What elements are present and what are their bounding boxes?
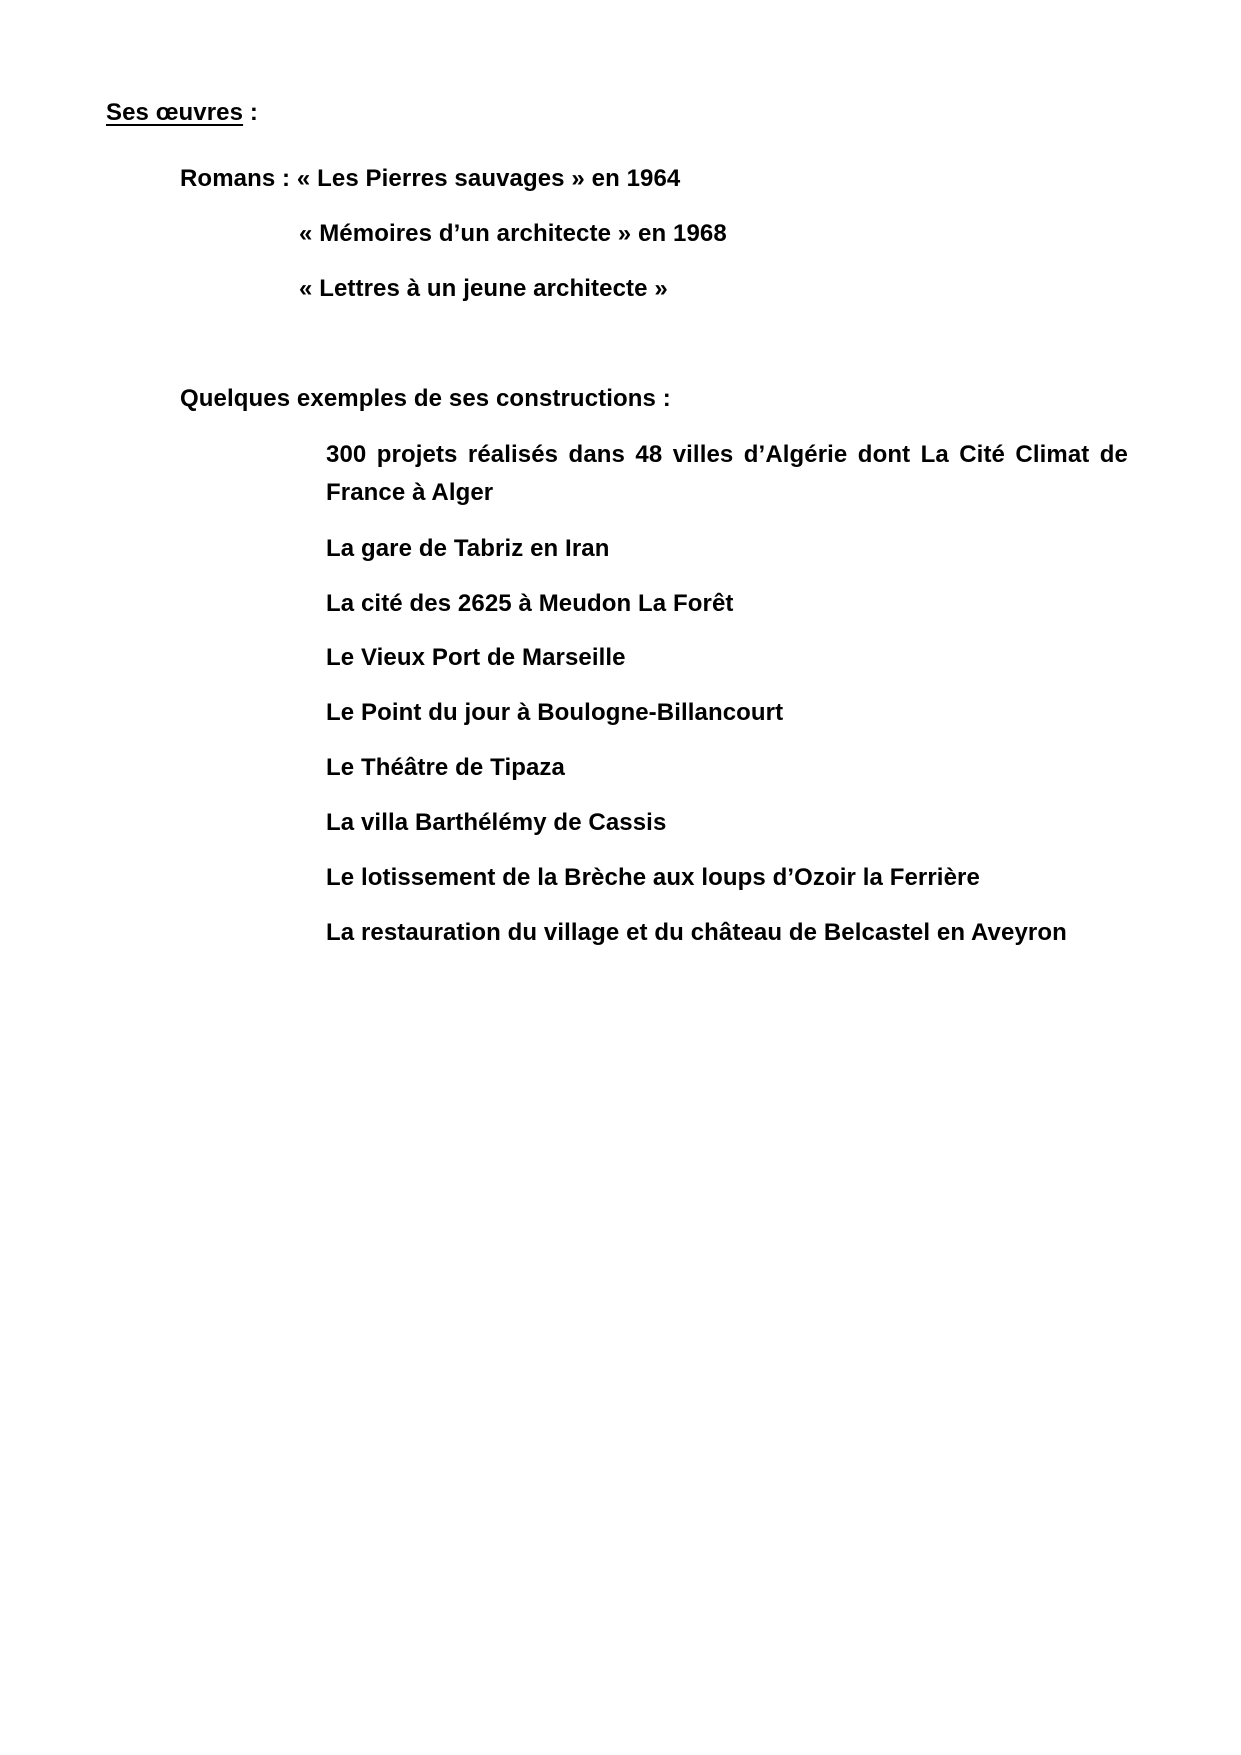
- romans-line-3: [299, 274, 668, 304]
- construction-item: Le Point du jour à Boulogne-Billancourt: [326, 699, 784, 726]
- construction-item: 300 projets réalisés dans 48 villes d’Algérie dont La Cité Climat de France à Alger: [326, 441, 1128, 506]
- construction-item: Le Vieux Port de Marseille: [326, 644, 626, 671]
- construction-item: La villa Barthélémy de Cassis: [326, 809, 667, 836]
- section-heading-colon: :: [243, 99, 258, 126]
- construction-item: La cité des 2625 à Meudon La Forêt: [326, 590, 734, 617]
- section-heading-title: Ses œuvres: [106, 99, 244, 126]
- romans-line-2: [299, 219, 727, 249]
- roman-title: « Mémoires d’un architecte » en 1968: [299, 220, 727, 247]
- construction-item: Le lotissement de la Brèche aux loups d’Ozoir la Ferrière: [326, 864, 980, 891]
- construction-item: La gare de Tabriz en Iran: [326, 535, 610, 562]
- section-heading: [106, 98, 258, 128]
- constructions-label: Quelques exemples de ses constructions :: [180, 385, 671, 412]
- construction-item: La restauration du village et du château de Belcastel en Aveyron: [326, 919, 1067, 946]
- construction-item: Le Théâtre de Tipaza: [326, 754, 565, 781]
- roman-title: « Lettres à un jeune architecte »: [299, 275, 668, 302]
- romans-line-1: [180, 164, 680, 194]
- roman-title: « Les Pierres sauvages » en 1964: [296, 165, 681, 192]
- romans-label: Romans :: [180, 165, 297, 192]
